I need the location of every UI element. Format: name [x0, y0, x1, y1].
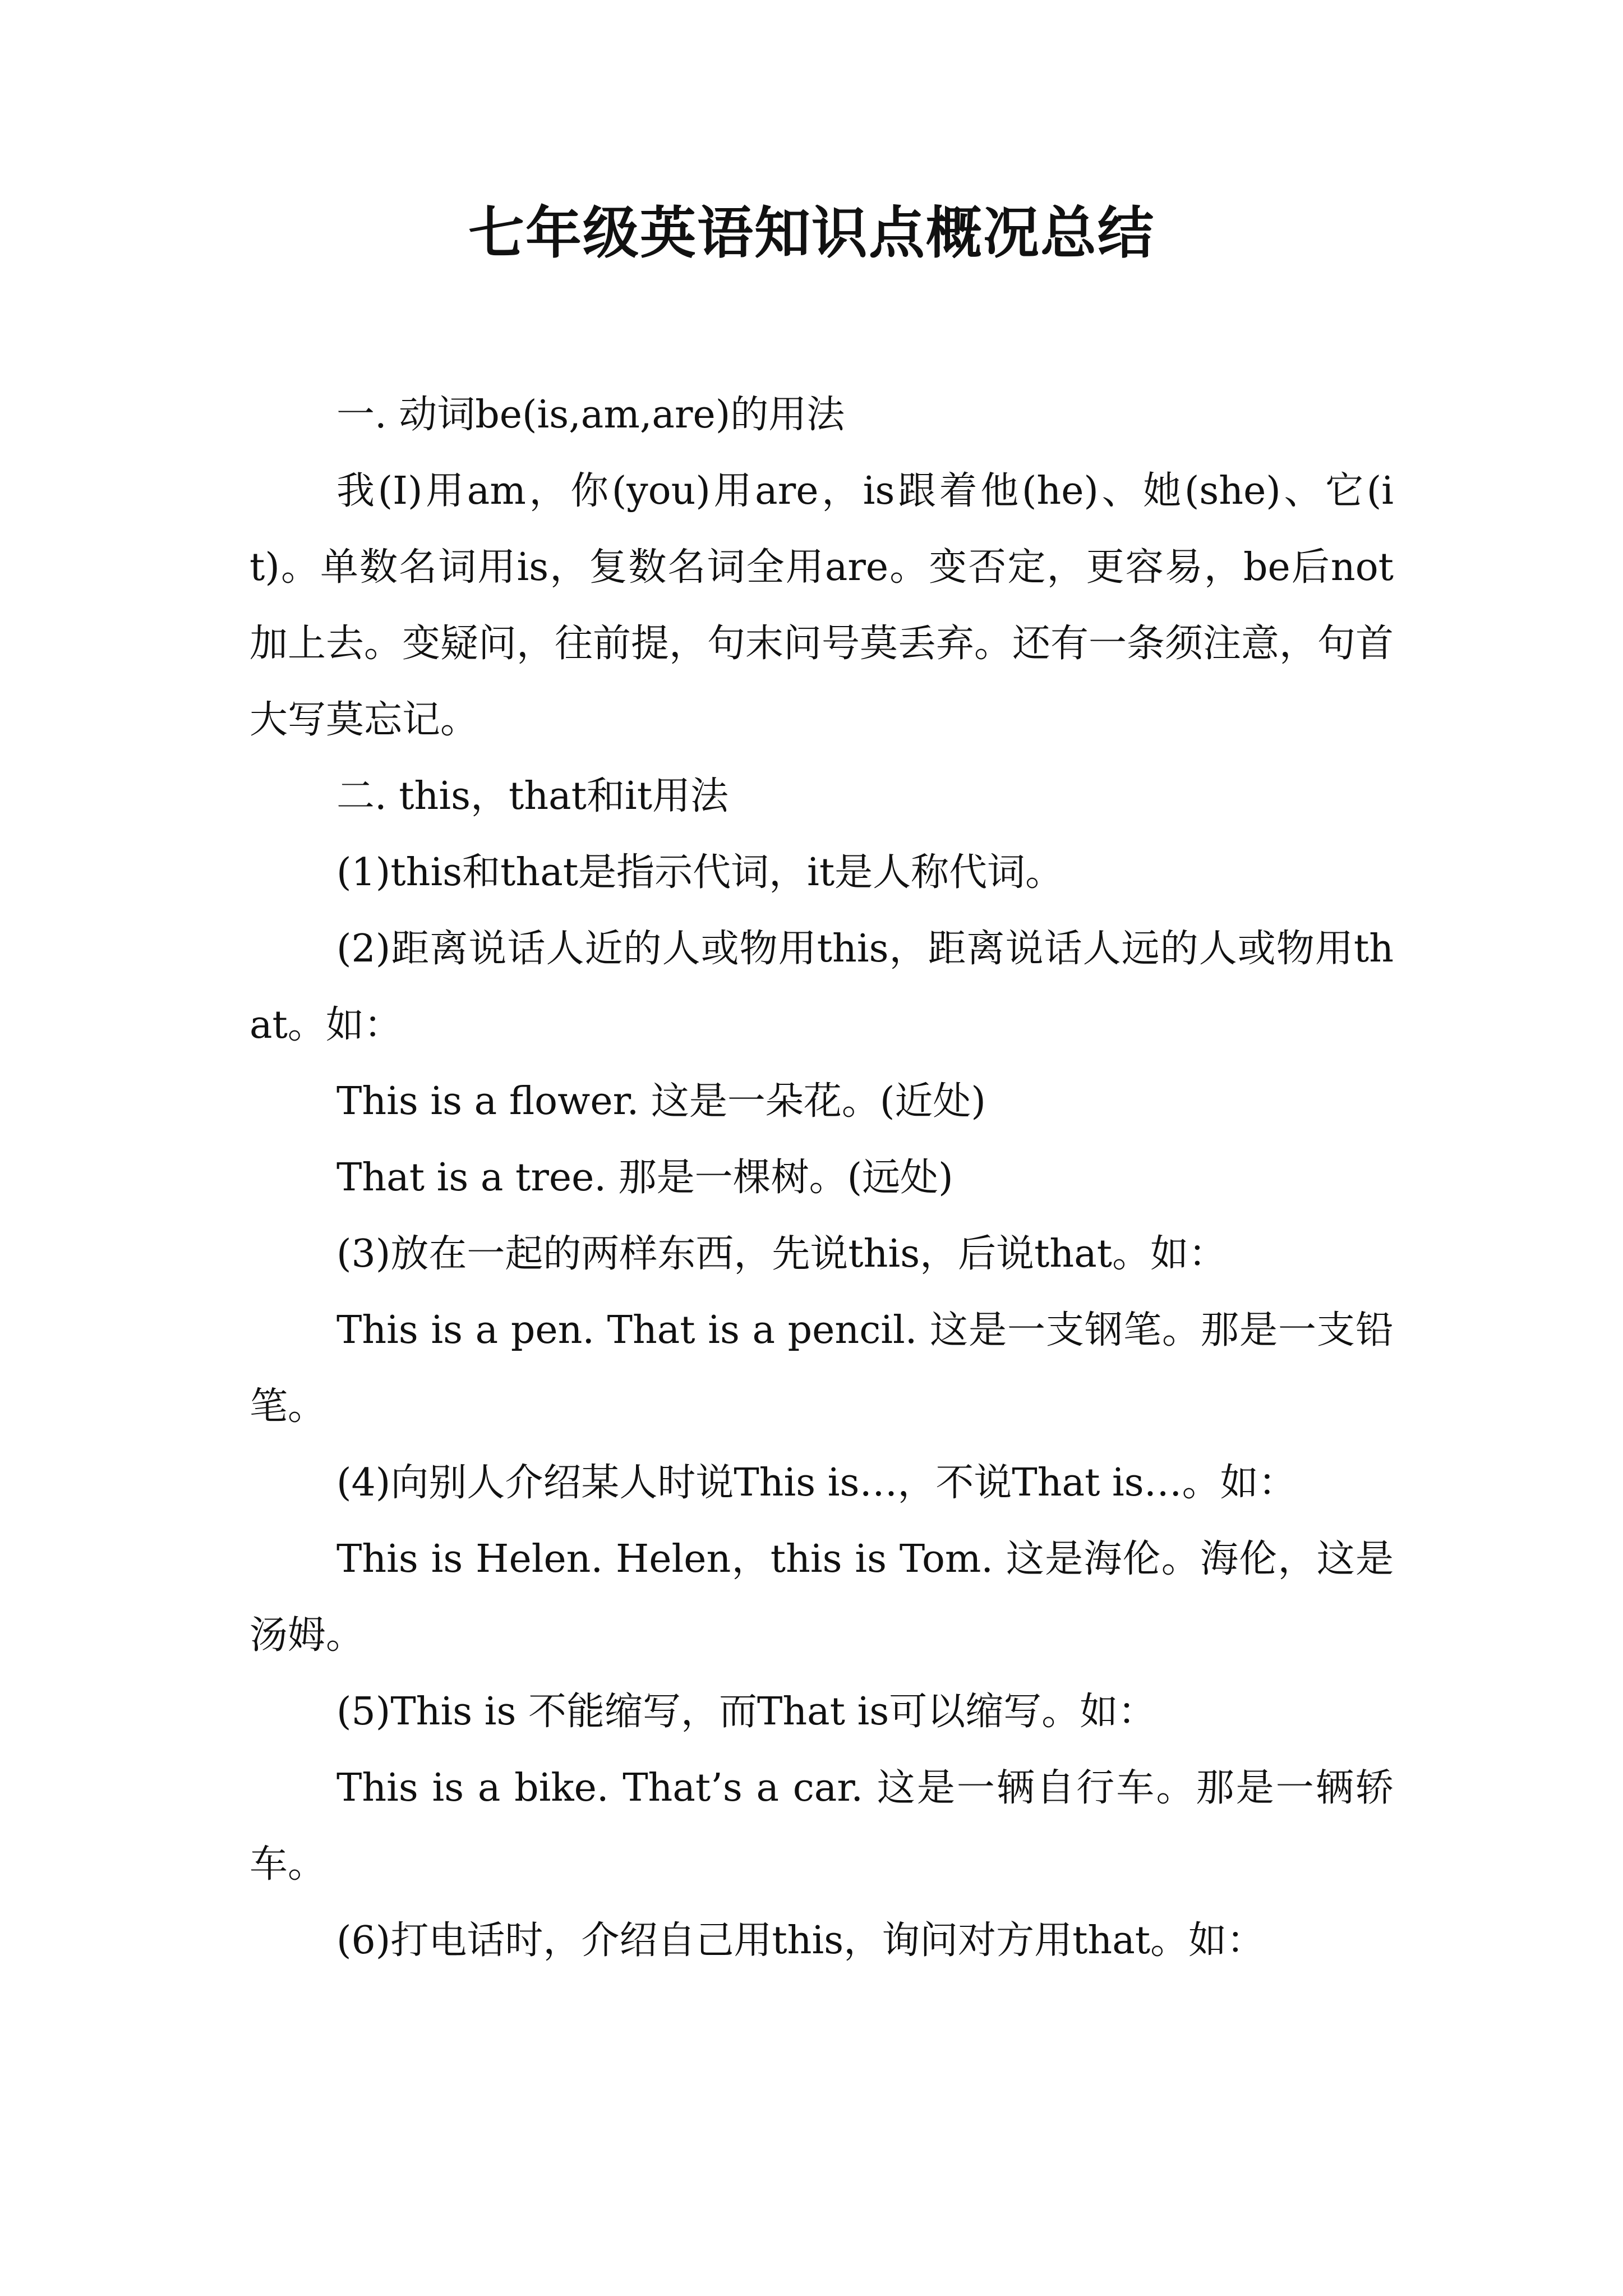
example-sentence: This is Helen. Helen，this is Tom. 这是海伦。海伦，这是汤姆。 [250, 1537, 1394, 1658]
section-heading-this-that-it: 二. this，that和it用法 [336, 774, 729, 818]
section-heading-be: 一. 动词be(is,am,are)的用法 [336, 393, 845, 437]
paragraph: (3)放在一起的两样东西，先说this，后说that。如： [336, 1232, 1227, 1276]
paragraph: (2)距离说话人近的人或物用this，距离说话人远的人或物用that。如： [250, 927, 1394, 1047]
example-sentence: This is a flower. 这是一朵花。(近处) [336, 1079, 986, 1124]
example-sentence: That is a tree. 那是一棵树。(远处) [336, 1156, 953, 1200]
paragraph: (1)this和that是指示代词，it是人称代词。 [336, 850, 1064, 895]
paragraph: (5)This is 不能缩写，而That is可以缩写。如： [336, 1690, 1156, 1734]
paragraph: (4)向别人介绍某人时说This is…，不说That is…。如： [336, 1461, 1297, 1505]
document-title: 七年级英语知识点概况总结 [468, 200, 1155, 266]
paragraph: 我(I)用am，你(you)用are，is跟着他(he)、她(she)、它(it)。单数名词用is，复数名词全用are。变否定，更容易，be后not加上去。变疑问，往前提，句末问号莫丢弃。还有一条须注意，句首大写莫忘记。 [250, 469, 1394, 742]
paragraph: (6)打电话时，介绍自己用this，询问对方用that。如： [336, 1918, 1265, 1963]
example-sentence: This is a bike. That’s a car. 这是一辆自行车。那是一辆轿车。 [250, 1766, 1394, 1887]
example-sentence: This is a pen. That is a pencil. 这是一支钢笔。那是一支铅笔。 [250, 1308, 1394, 1429]
document-body [250, 377, 1394, 1979]
